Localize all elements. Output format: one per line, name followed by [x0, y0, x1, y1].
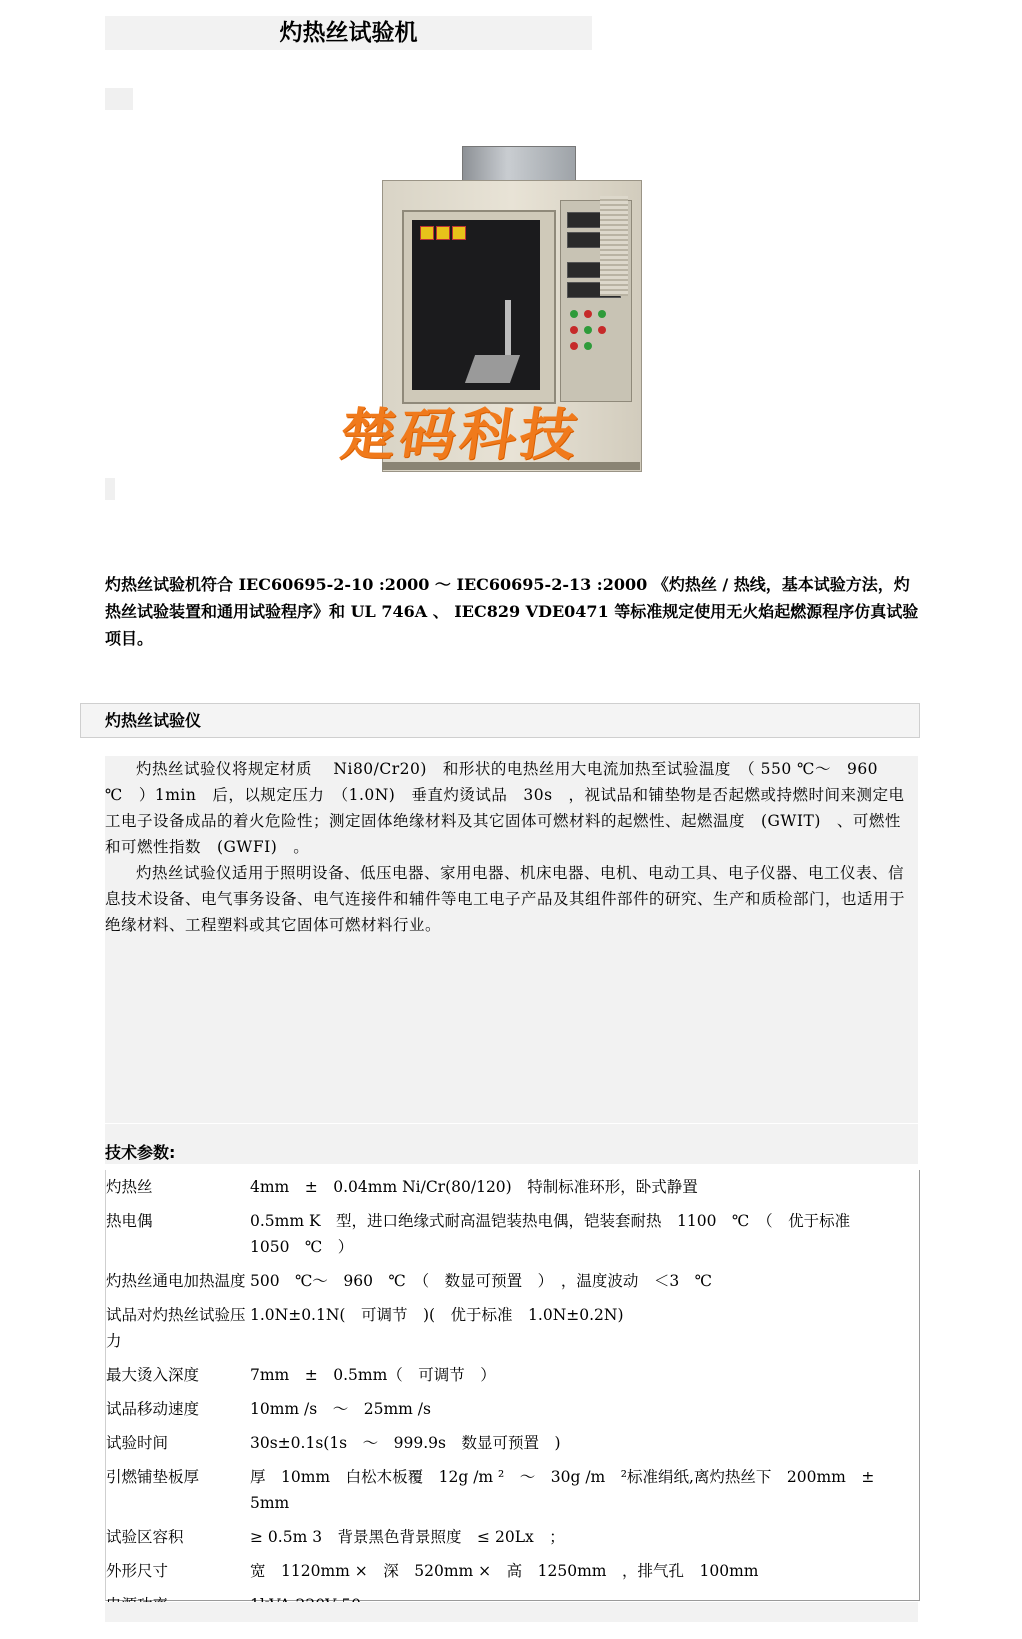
side-vent	[600, 196, 628, 296]
spec-key: 灼热丝	[106, 1178, 153, 1196]
table-row	[106, 1426, 919, 1460]
table-row	[106, 1264, 919, 1298]
description	[105, 756, 915, 938]
red-button-icon	[570, 326, 578, 334]
spec-key: 外形尺寸	[106, 1562, 169, 1580]
intro-paragraph: 灼热丝试验机符合 IEC60695-2-10 :2000 ～ IEC60695-2-13 :2000 《灼热丝 / 热线，基本试验方法，灼热丝试验装置和通用试验程序》和 UL 746A 、 IEC829 VDE0471 等标准规定使用无火焰起燃源程序仿真试验项目。	[105, 575, 919, 648]
red-button-icon	[598, 326, 606, 334]
spec-key: 试验时间	[106, 1434, 169, 1452]
page-title: 灼热丝试验机	[279, 20, 418, 46]
spec-key: 试品对灼热丝试验压力	[106, 1306, 246, 1350]
section-header-bar	[80, 703, 920, 738]
green-button-icon	[584, 326, 592, 334]
spec-value: 30s±0.1s(1s ～ 999.9s 数显可预置 )	[250, 1434, 561, 1452]
warning-label-icon	[436, 226, 450, 240]
table-row	[106, 1170, 919, 1204]
exhaust-chimney	[462, 146, 576, 184]
table-row	[106, 1554, 919, 1588]
spec-value: 500 ℃～ 960 ℃ （ 数显可预置 ） ，温度波动 ＜3 ℃	[250, 1272, 713, 1290]
red-button-icon	[584, 310, 592, 318]
table-row	[106, 1392, 919, 1426]
table-row	[106, 1298, 919, 1358]
spec-table-container	[105, 1170, 920, 1601]
placeholder-box	[105, 478, 115, 500]
table-row	[106, 1204, 919, 1264]
params-title: 技术参数:	[105, 1143, 176, 1162]
placeholder-box	[105, 88, 133, 110]
params-title-background	[105, 1124, 918, 1164]
table-row	[106, 1520, 919, 1554]
footer-bar	[105, 1602, 918, 1622]
spec-key: 最大烫入深度	[106, 1366, 200, 1384]
spec-value: 0.5mm K 型，进口绝缘式耐高温铠装热电偶，铠装套耐热 1100 ℃ （ 优于标准 1050 ℃ ）	[250, 1212, 866, 1256]
spec-key: 试品移动速度	[106, 1400, 200, 1418]
spec-value: 4mm ± 0.04mm Ni/Cr(80/120) 特制标准环形，卧式静置	[250, 1178, 698, 1196]
spec-value: 宽 1120mm × 深 520mm × 高 1250mm ，排气孔 100mm	[250, 1562, 759, 1580]
warning-label-icon	[420, 226, 434, 240]
spec-value: 7mm ± 0.5mm（ 可调节 ）	[250, 1366, 496, 1384]
red-button-icon	[570, 342, 578, 350]
spec-value: 1.0N±0.1N( 可调节 )( 优于标准 1.0N±0.2N)	[250, 1306, 624, 1324]
watermark-logo: 楚码科技	[335, 402, 585, 468]
spec-value: ≥ 0.5m 3 背景黑色背景照度 ≤ 20Lx ；	[250, 1528, 565, 1546]
spec-value: 厚 10mm 白松木板覆 12g /m ² ～ 30g /m ²标准绢纸,离灼热丝下 200mm ± 5mm	[250, 1468, 890, 1512]
spec-value: 10mm /s ～ 25mm /s	[250, 1400, 431, 1418]
green-button-icon	[570, 310, 578, 318]
description-paragraph: 灼热丝试验仪适用于照明设备、低压电器、家用电器、机床电器、电机、电动工具、电子仪器、电工仪表、信息技术设备、电气事务设备、电气连接件和辅件等电工电子产品及其组件部件的研究、生产和质检部门，也适用于绝缘材料、工程塑料或其它固体可燃材料行业。	[105, 864, 906, 934]
spec-key: 试验区容积	[106, 1528, 184, 1546]
table-row	[106, 1358, 919, 1392]
warning-label-icon	[452, 226, 466, 240]
green-button-icon	[598, 310, 606, 318]
spec-key: 热电偶	[106, 1212, 153, 1230]
description-paragraph: 灼热丝试验仪将规定材质 Ni80/Cr20) 和形状的电热丝用大电流加热至试验温度 （ 550 ℃～ 960 ℃ ）1min 后，以规定压力 （1.0N) 垂直灼烫试品 30s ，视试品和铺垫物是否起燃或持燃时间来测定电工电子设备成品的着火危险性；测定固体绝缘材料及其它固体可燃材料的起燃性、起燃温度 (GWIT) 、可燃性和可燃性指数 (GWFI) 。	[105, 760, 905, 856]
spec-key: 灼热丝通电加热温度	[106, 1272, 246, 1290]
table-row	[106, 1460, 919, 1520]
spec-key: 引燃铺垫板厚	[106, 1468, 200, 1486]
section-title: 灼热丝试验仪	[105, 711, 202, 730]
spec-table	[106, 1170, 919, 1622]
green-button-icon	[584, 342, 592, 350]
